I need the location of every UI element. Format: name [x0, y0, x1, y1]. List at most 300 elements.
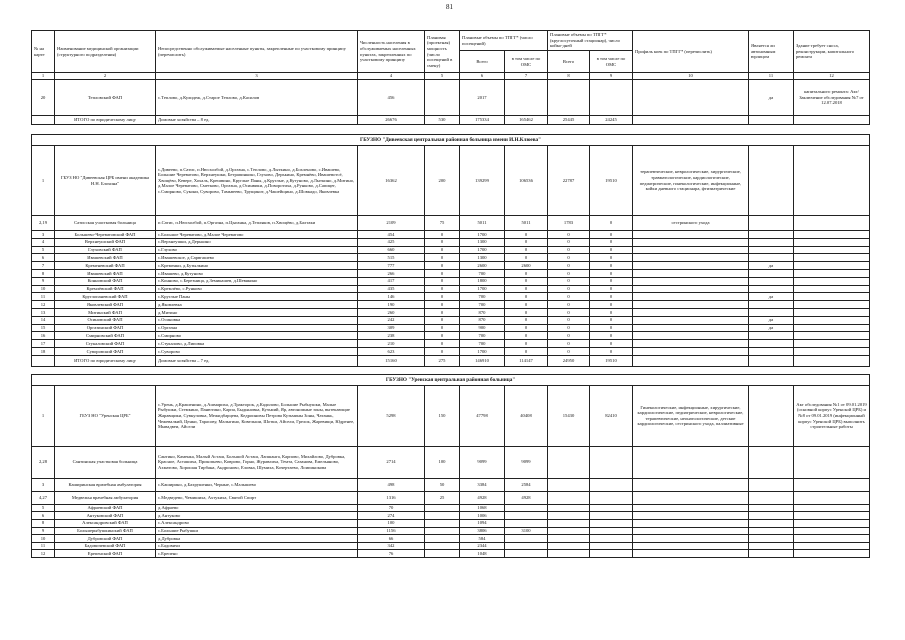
- capacity: 0: [425, 238, 460, 246]
- total-population: 26676: [358, 116, 425, 125]
- plan-visits-oms: 0: [505, 308, 548, 316]
- row-number: 12: [32, 301, 55, 309]
- building-status: [794, 238, 870, 246]
- plan-visits-total: 139299: [460, 146, 505, 216]
- bed-profiles: терапевтические, неврологические, хирургические, травматологические, кардиологические, педиатрические, гинекологические, инфекционные, койки дневного стационара, фтизиатрические: [633, 146, 749, 216]
- autonomous-flag: [749, 216, 794, 231]
- building-status: [794, 293, 870, 301]
- plan-beddays-total: 0: [548, 231, 590, 239]
- served-settlements: с.Верхнеушки, д.Дерькино: [156, 238, 358, 246]
- building-status: [794, 340, 870, 348]
- facility-name: Конновский ФАП: [55, 277, 156, 285]
- facility-name: Круглопаневский ФАП: [55, 293, 156, 301]
- facility-name: Сантинская участковая больница: [55, 446, 156, 478]
- building-status: [794, 262, 870, 270]
- facility-name: Осиновский ФАП: [55, 316, 156, 324]
- plan-visits-total: 584: [460, 535, 505, 543]
- bed-profiles: [633, 231, 749, 239]
- served-settlements: с.Кремлёво, с.Рунково: [156, 285, 358, 293]
- plan-beddays-oms: [590, 542, 633, 550]
- autonomous-flag: [749, 385, 794, 446]
- plan-visits-total: 1094: [460, 519, 505, 527]
- autonomous-flag: [749, 146, 794, 216]
- building-status: [794, 535, 870, 543]
- autonomous-flag: да: [749, 293, 794, 301]
- header-total: Всего: [460, 51, 505, 73]
- plan-beddays-oms: [590, 504, 633, 512]
- served-settlements: д.Дубровка: [156, 535, 358, 543]
- total-no: [32, 116, 55, 125]
- plan-visits-oms: 0: [505, 246, 548, 254]
- population: 274: [358, 512, 425, 520]
- plan-beddays-oms: 0: [590, 340, 633, 348]
- bed-profiles: [633, 535, 749, 543]
- capacity: [425, 527, 460, 535]
- header-profiles: Профиль коек по ТПГГ* (перечислить): [633, 31, 749, 73]
- autonomous-flag: [749, 340, 794, 348]
- autonomous-flag: [749, 478, 794, 491]
- capacity: 150: [425, 385, 460, 446]
- building-status: [794, 550, 870, 558]
- plan-beddays-oms: 0: [590, 285, 633, 293]
- plan-beddays-total: 0: [548, 324, 590, 332]
- capacity: 0: [425, 324, 460, 332]
- capacity: 0: [425, 340, 460, 348]
- autonomous-flag: [749, 527, 794, 535]
- building-status: [794, 446, 870, 478]
- population: 498: [358, 478, 425, 491]
- plan-visits-total: 1700: [460, 231, 505, 239]
- plan-beddays-total: 0: [548, 269, 590, 277]
- facility-name: Сатисская участковая больница: [55, 216, 156, 231]
- table-row: [32, 254, 870, 262]
- bed-profiles: [633, 293, 749, 301]
- plan-beddays-total: 0: [548, 301, 590, 309]
- autonomous-flag: [749, 491, 794, 504]
- plan-beddays-total: [548, 527, 590, 535]
- bed-profiles: [633, 246, 749, 254]
- facility-name: Суворовский ФАП: [55, 347, 156, 355]
- plan-visits-total: 700: [460, 301, 505, 309]
- row-number: 13: [32, 308, 55, 316]
- plan-visits-oms: 0: [505, 238, 548, 246]
- plan-visits-total: 3806: [460, 527, 505, 535]
- facility-name: Большево-Череватовский ФАП: [55, 231, 156, 239]
- served-settlements: с.Смирново: [156, 332, 358, 340]
- building-status: [794, 277, 870, 285]
- row-number: 7: [32, 262, 55, 270]
- header-total-beds: Всего: [548, 51, 590, 73]
- plan-visits-total: 1800: [460, 277, 505, 285]
- section-title-row: [32, 135, 870, 146]
- autonomous-flag: [749, 301, 794, 309]
- plan-visits-total: 1048: [460, 550, 505, 558]
- population: 190: [358, 301, 425, 309]
- population: 5298: [358, 385, 425, 446]
- plan-beddays-total: 15430: [548, 385, 590, 446]
- table-row: [32, 146, 870, 216]
- total-label: ИТОГО по юридическому лицу: [55, 355, 156, 366]
- capacity: [425, 542, 460, 550]
- plan-beddays-total: [548, 504, 590, 512]
- served-settlements: с.Ерепено: [156, 550, 358, 558]
- facility-name: Каширинская врачебная амбулатория: [55, 478, 156, 491]
- table-row: [32, 238, 870, 246]
- capacity: [425, 519, 460, 527]
- served-settlements: с.Осиновка: [156, 316, 358, 324]
- row-number: 8: [32, 519, 55, 527]
- spacer-row: [32, 366, 870, 374]
- total-no: [32, 355, 55, 366]
- served-settlements: д.Антуково: [156, 512, 358, 520]
- plan-beddays-oms: 0: [590, 316, 633, 324]
- facility-name: Кременевский ФАП: [55, 262, 156, 270]
- plan-visits-total: 2344: [460, 542, 505, 550]
- bed-profiles: [633, 324, 749, 332]
- served-settlements: д.Афраево: [156, 504, 358, 512]
- plan-visits-oms: 5011: [505, 216, 548, 231]
- table-row: [32, 385, 870, 446]
- bed-profiles: [633, 285, 749, 293]
- header-served: Непосредственно обслуживаемые населенные пункты, закрепленные по участковому принципу (перечислить): [156, 31, 358, 73]
- building-status: [794, 285, 870, 293]
- building-status: [794, 324, 870, 332]
- facility-name: Кремлёвский ФАП: [55, 285, 156, 293]
- header-incl-oms-beds: в том числе по ОМС: [590, 51, 633, 73]
- header-capacity: Плановая (проектная) мощность (число посещений в смену): [425, 31, 460, 73]
- plan-visits-total: 870: [460, 308, 505, 316]
- plan-visits-oms: 9099: [505, 446, 548, 478]
- plan-beddays-total: 0: [548, 293, 590, 301]
- capacity: 200: [425, 146, 460, 216]
- row-number: 14: [32, 316, 55, 324]
- facility-name: Глуховский ФАП: [55, 246, 156, 254]
- plan-beddays-total: 0: [548, 277, 590, 285]
- row-number: 9: [32, 277, 55, 285]
- plan-visits-oms: 0: [505, 285, 548, 293]
- plan-beddays-oms: 0: [590, 324, 633, 332]
- population: 515: [358, 254, 425, 262]
- capacity: 0: [425, 269, 460, 277]
- building-status: [794, 231, 870, 239]
- row-number: 5: [32, 504, 55, 512]
- plan-beddays-total: 0: [548, 238, 590, 246]
- plan-visits-total: 700: [460, 340, 505, 348]
- building-status: [794, 347, 870, 355]
- served-settlements: с.Оргазна: [156, 324, 358, 332]
- capacity: 50: [425, 478, 460, 491]
- plan-beddays-oms: 0: [590, 254, 633, 262]
- served-settlements: с.Большие Рыбушки: [156, 527, 358, 535]
- plan-beddays-oms: [590, 446, 633, 478]
- colnum: 7: [505, 73, 548, 80]
- total-profiles: [633, 116, 749, 125]
- bed-profiles: [633, 542, 749, 550]
- capacity: [425, 535, 460, 543]
- bed-profiles: [633, 308, 749, 316]
- colnum: 5: [425, 73, 460, 80]
- plan-beddays-oms: 0: [590, 238, 633, 246]
- plan-visits-oms: 0: [505, 316, 548, 324]
- plan-visits-oms: 0: [505, 324, 548, 332]
- capacity: 0: [425, 316, 460, 324]
- table-row: [32, 285, 870, 293]
- autonomous-flag: [749, 535, 794, 543]
- row-number: 11: [32, 542, 55, 550]
- plan-beddays-oms: [590, 512, 633, 520]
- building-status: [794, 504, 870, 512]
- capacity: 0: [425, 262, 460, 270]
- capacity: 100: [425, 446, 460, 478]
- population: 266: [358, 269, 425, 277]
- served-settlements: с.Большое Череватово, д.Малое Череватово: [156, 231, 358, 239]
- facility-name: Яковлевский ФАП: [55, 301, 156, 309]
- plan-beddays-oms: 0: [590, 301, 633, 309]
- population: 146: [358, 293, 425, 301]
- facility-name: ГБУЗ НО "Дивеевская ЦРБ имени академика Н.Н. Блохина": [55, 146, 156, 216]
- facility-name: Антуковский ФАП: [55, 512, 156, 520]
- plan-beddays-oms: 19510: [590, 146, 633, 216]
- plan-beddays-oms: 0: [590, 332, 633, 340]
- table-row: [32, 316, 870, 324]
- table-row: [32, 269, 870, 277]
- row-number: 10: [32, 285, 55, 293]
- plan-beddays-oms: [590, 80, 633, 116]
- facility-name: Стукаловский ФАП: [55, 340, 156, 348]
- colnum: 8: [548, 73, 590, 80]
- header-name: Наименование медицинской организации (структурного подразделения): [55, 31, 156, 73]
- building-status: [794, 316, 870, 324]
- autonomous-flag: [749, 512, 794, 520]
- total-visits-oms: 114147: [505, 355, 548, 366]
- header-population: Численность населения в обслуживаемых населенных пунктах, закрепленных по участковому принципу: [358, 31, 425, 73]
- colnum: 4: [358, 73, 425, 80]
- building-status: [794, 527, 870, 535]
- facility-name: Бадовичевский ФАП: [55, 542, 156, 550]
- population: 1156: [358, 527, 425, 535]
- colnum: 10: [633, 73, 749, 80]
- row-number: 8: [32, 269, 55, 277]
- facilities-table: [31, 30, 870, 558]
- served-settlements: д.Митино: [156, 308, 358, 316]
- population: 238: [358, 332, 425, 340]
- building-status: Акт обследования №1 от 09.01.2019 (основной корпус Уренской ЦРБ) и №8 от 09.01.2019 (инфекционный корпус Уренской ЦРБ) выполнить строительные работы: [794, 385, 870, 446]
- row-number: 6: [32, 254, 55, 262]
- section-title-row: [32, 374, 870, 385]
- facility-name: Александровский ФАП: [55, 519, 156, 527]
- section-title: ГБУЗНО "Уренская центральная районная больница": [32, 374, 870, 385]
- plan-visits-total: 1700: [460, 246, 505, 254]
- building-status: [794, 216, 870, 231]
- row-number: 17: [32, 340, 55, 348]
- plan-visits-total: 4928: [460, 491, 505, 504]
- table-row: [32, 340, 870, 348]
- plan-beddays-oms: 0: [590, 231, 633, 239]
- total-auto: [749, 355, 794, 366]
- bed-profiles: [633, 491, 749, 504]
- plan-beddays-oms: [590, 478, 633, 491]
- table-row: [32, 491, 870, 504]
- autonomous-flag: [749, 238, 794, 246]
- population: 242: [358, 316, 425, 324]
- bed-profiles: [633, 301, 749, 309]
- served-settlements: с.Каширино, д.Бахрушенки, Черные, с.Малышево: [156, 478, 358, 491]
- bed-profiles: [633, 80, 749, 116]
- header-plan-bed-days: Плановые объемы по ТПГГ* (круглосуточный стационар), число койко-дней: [548, 31, 633, 51]
- population: 66: [358, 535, 425, 543]
- table-row: [32, 347, 870, 355]
- served-settlements: с.Урень, д.Крашенино, д.Ашмариха, д.Тракторок, д.Кадилово, Большие Рыбнушки, Малые Рыбушки, Стемкино, Панютино, Карпа, Быдыновка, Кузьмий, Яр, автономные зоны, вытекающие Жаравщики, Сувнуловка, Межидбарцева, Кедроиновы Петрова Кузьмины Зоны, Чатанкь, Чежевалкий, Ценки, Тарасову, Малыгино, Ковельши, Шотки, Айсели, Грелок, Жаревищи, Юдренее, Мывадвеи, Айсели: [156, 385, 358, 446]
- population: 660: [358, 246, 425, 254]
- autonomous-flag: [749, 347, 794, 355]
- total-capacity: 275: [425, 355, 460, 366]
- plan-visits-total: 3384: [460, 478, 505, 491]
- row-number: 2,19: [32, 216, 55, 231]
- plan-visits-total: 1068: [460, 504, 505, 512]
- bed-profiles: [633, 478, 749, 491]
- section-title: ГБУЗНО "Дивеевская центральная районная больница имени И.Н.Клюева": [32, 135, 870, 146]
- table-row: [32, 301, 870, 309]
- plan-visits-oms: 0: [505, 269, 548, 277]
- population: 425: [358, 238, 425, 246]
- table-row: [32, 277, 870, 285]
- served-settlements: с.Теплово, д.Кулидеж, д.Старое Теплово, д.Касилов: [156, 80, 358, 116]
- bed-profiles: [633, 269, 749, 277]
- total-auto: [749, 116, 794, 125]
- total-visits: 146910: [460, 355, 505, 366]
- building-status: капитального ремонта: Акт/Заключение обследования №7 от 12.07.2018: [794, 80, 870, 116]
- plan-visits-total: 870: [460, 316, 505, 324]
- bed-profiles: [633, 519, 749, 527]
- total-building: [794, 116, 870, 125]
- plan-beddays-total: 1783: [548, 216, 590, 231]
- row-number: 2,28: [32, 446, 55, 478]
- population: 260: [358, 308, 425, 316]
- plan-visits-total: 5011: [460, 216, 505, 231]
- autonomous-flag: [749, 246, 794, 254]
- total-beddays: 24950: [548, 355, 590, 366]
- header-autonomous: Является ли автономным юрлицом: [749, 31, 794, 73]
- table-row: [32, 550, 870, 558]
- table-row: [32, 535, 870, 543]
- facility-name: Ивашевский ФАП: [55, 254, 156, 262]
- bed-profiles: [633, 512, 749, 520]
- building-status: [794, 301, 870, 309]
- building-status: [794, 269, 870, 277]
- served-settlements: п.Сатис, п.Нюсхолбой, п.Оргазна, п.Цыганка, д.Тепляков, п.Хвощёво, д.Балтаки: [156, 216, 358, 231]
- population: 777: [358, 262, 425, 270]
- bed-profiles: [633, 504, 749, 512]
- plan-visits-oms: [505, 504, 548, 512]
- plan-visits-total: 2017: [460, 80, 505, 116]
- plan-beddays-oms: [590, 550, 633, 558]
- bed-profiles: Гинекологические, инфекционные, хирургические, кардиологические, педиатрические, неврологические, терапевтические, неонатологические, детские кардиологические, сестринского ухода, паллиативные: [633, 385, 749, 446]
- plan-visits-oms: [505, 550, 548, 558]
- autonomous-flag: [749, 519, 794, 527]
- facility-name: Оргазинский ФАП: [55, 324, 156, 332]
- bed-profiles: [633, 332, 749, 340]
- total-beddays-oms: 24245: [590, 116, 633, 125]
- plan-beddays-total: 0: [548, 254, 590, 262]
- total-population: 15160: [358, 355, 425, 366]
- plan-visits-oms: [505, 519, 548, 527]
- table-row: [32, 504, 870, 512]
- capacity: [425, 512, 460, 520]
- capacity: 0: [425, 293, 460, 301]
- population: 454: [358, 231, 425, 239]
- table-row: [32, 478, 870, 491]
- plan-beddays-total: 0: [548, 246, 590, 254]
- population: 76: [358, 550, 425, 558]
- header-plan-visits: Плановые объемы по ТПГГ* (число посещений): [460, 31, 548, 51]
- capacity: [425, 504, 460, 512]
- bed-profiles: [633, 550, 749, 558]
- row-number: 1: [32, 146, 55, 216]
- total-building: [794, 355, 870, 366]
- plan-visits-total: 9099: [460, 446, 505, 478]
- total-served: Домовые хозяйства – 7 ед.: [156, 355, 358, 366]
- autonomous-flag: [749, 285, 794, 293]
- plan-visits-oms: 0: [505, 254, 548, 262]
- capacity: 0: [425, 308, 460, 316]
- plan-visits-oms: 0: [505, 301, 548, 309]
- plan-beddays-oms: 0: [590, 347, 633, 355]
- building-status: [794, 542, 870, 550]
- row-number: 4,27: [32, 491, 55, 504]
- row-number: 10: [32, 535, 55, 543]
- population: 342: [358, 542, 425, 550]
- bed-profiles: сестринского ухода: [633, 216, 749, 231]
- served-settlements: с.Кременки, д.Бутылкино: [156, 262, 358, 270]
- autonomous-flag: [749, 254, 794, 262]
- served-settlements: с.Конново, с.Березница, д.Земикашев, д.Шевякино: [156, 277, 358, 285]
- colnum: 6: [460, 73, 505, 80]
- plan-visits-oms: 3100: [505, 527, 548, 535]
- building-status: [794, 246, 870, 254]
- plan-visits-oms: [505, 80, 548, 116]
- served-settlements: с.Суворово: [156, 347, 358, 355]
- population: 435: [358, 285, 425, 293]
- autonomous-flag: [749, 277, 794, 285]
- table-row: [32, 308, 870, 316]
- row-number: 3: [32, 231, 55, 239]
- population: 2714: [358, 446, 425, 478]
- total-visits-oms: 165462: [505, 116, 548, 125]
- facility-name: Тепловский ФАП: [55, 80, 156, 116]
- plan-beddays-oms: [590, 491, 633, 504]
- plan-beddays-total: 0: [548, 347, 590, 355]
- plan-beddays-oms: [590, 527, 633, 535]
- bed-profiles: [633, 446, 749, 478]
- total-beddays: 25445: [548, 116, 590, 125]
- total-label: ИТОГО по юридическому лицу: [55, 116, 156, 125]
- population: 210: [358, 340, 425, 348]
- total-beddays-oms: 19510: [590, 355, 633, 366]
- bed-profiles: [633, 238, 749, 246]
- colnum: 2: [55, 73, 156, 80]
- plan-beddays-total: [548, 478, 590, 491]
- row-number: 18: [32, 347, 55, 355]
- plan-beddays-total: 0: [548, 340, 590, 348]
- total-row: [32, 355, 870, 366]
- served-settlements: с.Глухово: [156, 246, 358, 254]
- plan-visits-oms: 2600: [505, 262, 548, 270]
- plan-visits-total: 700: [460, 269, 505, 277]
- population: 417: [358, 277, 425, 285]
- colnum: 1: [32, 73, 55, 80]
- plan-visits-oms: [505, 535, 548, 543]
- row-number: 3: [32, 478, 55, 491]
